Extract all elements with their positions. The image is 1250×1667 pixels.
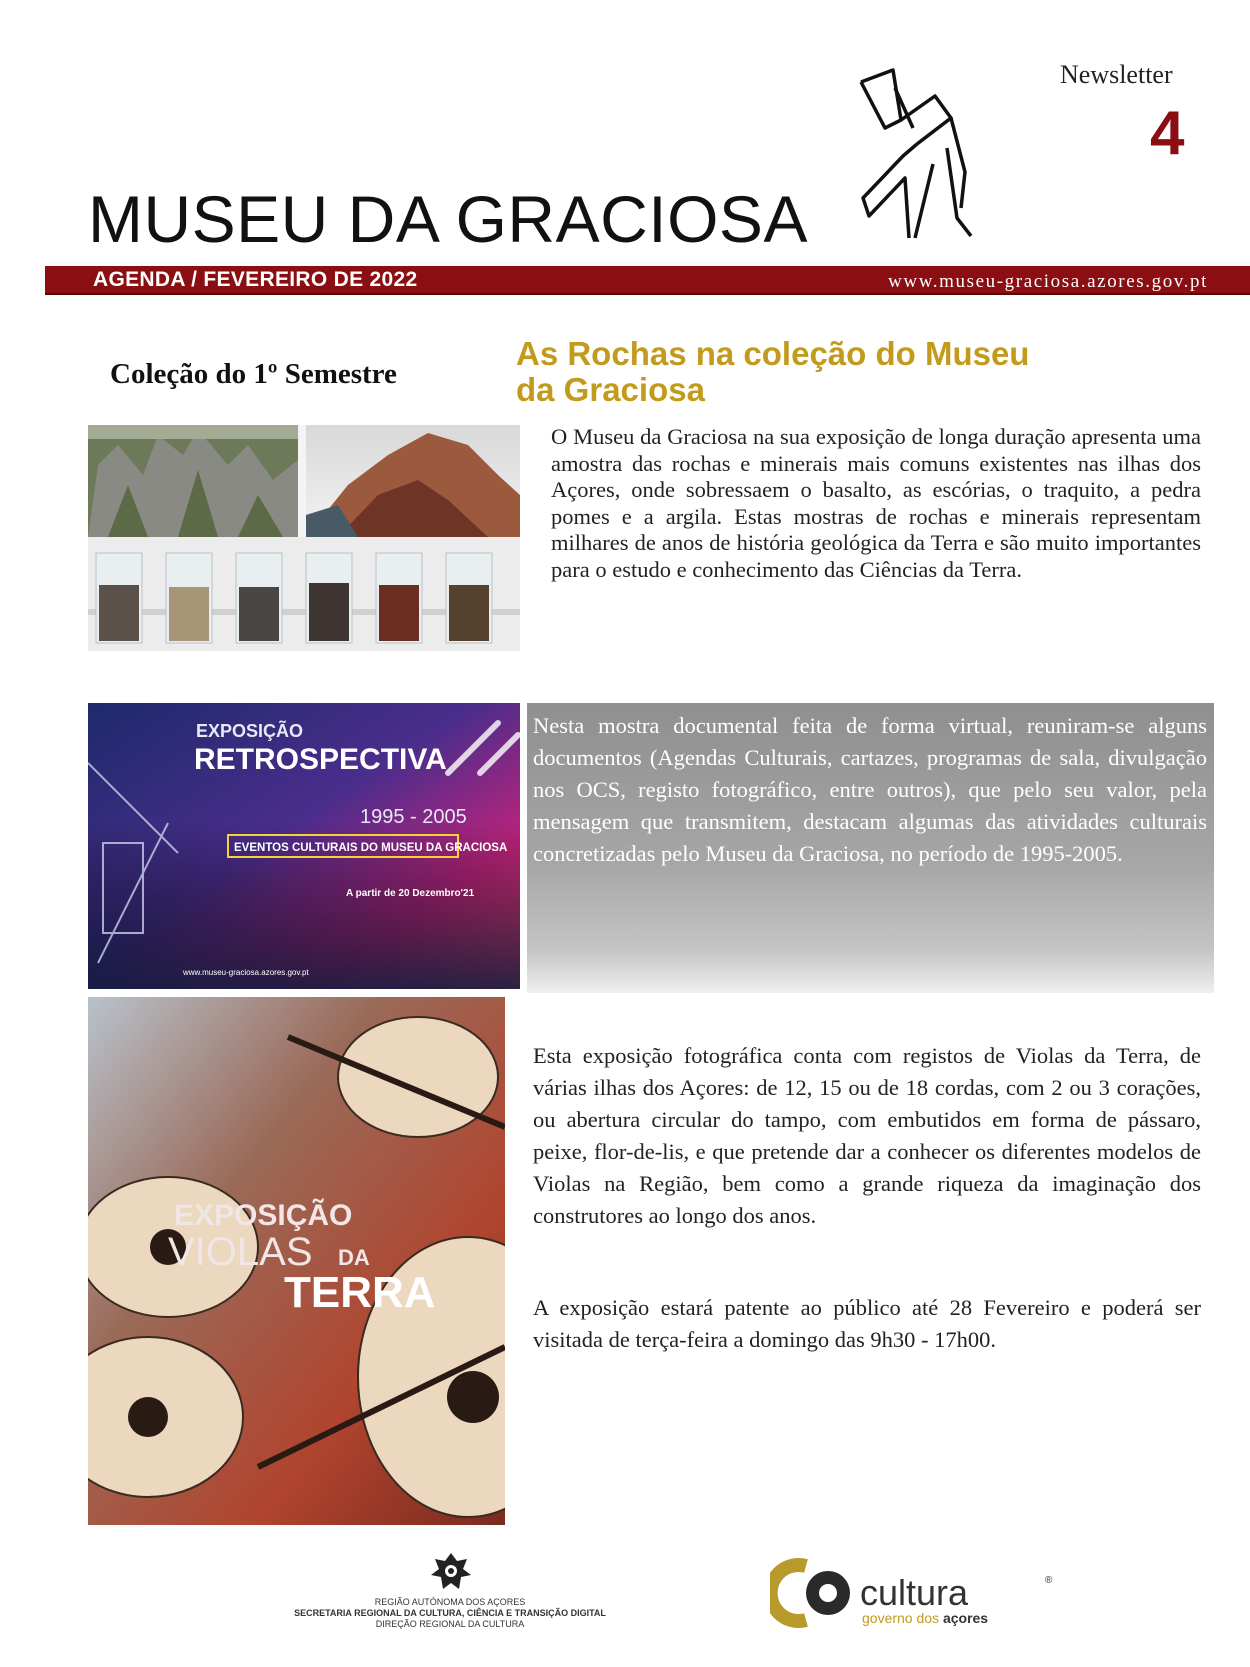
retro-poster-line2: RETROSPECTIVA (194, 743, 447, 776)
newsletter-label: Newsletter (1060, 60, 1173, 89)
newsletter-number: 4 (1150, 99, 1185, 168)
header-bar-shadow (45, 293, 1250, 295)
windmill-logo-icon (855, 68, 1005, 248)
footer-secretariat: SECRETARIA REGIONAL DA CULTURA, CIÊNCIA E TRANSIÇÃO DIGITAL (294, 1608, 606, 1618)
rocks-exhibition-image (88, 425, 520, 651)
museum-title: MUSEU DA GRACIOSA (88, 182, 808, 256)
violas-poster-da: DA (338, 1245, 370, 1270)
retro-poster-years: 1995 - 2005 (360, 806, 467, 828)
cultura-sub-2: açores (942, 1610, 989, 1626)
cultura-sub-1: governo dos (862, 1610, 943, 1626)
footer-directorate: DIREÇÃO REGIONAL DA CULTURA (375, 1619, 525, 1629)
violas-poster-line3: TERRA (284, 1268, 436, 1317)
rocks-paragraph: O Museu da Graciosa na sua exposição de longa duração apresenta uma amostra das rochas e minerais mais comuns existentes nas ilhas dos Açores, onde sobressaem o basalto, as escórias, o traquito, a pedra pomes e a argila. Estas mostras de rochas e minerais representam milhares de anos de história geológica da Terra e são muito importantes para o estudo e conhecimento das Ciências da Terra. (551, 424, 1201, 582)
cultura-subtitle (862, 1610, 988, 1626)
violas-paragraph: Esta exposição fotográfica conta com registos de Violas da Terra, de várias ilhas dos Açores: de 12, 15 ou de 18 cordas, com 2 ou 3 corações, ou abertura circular do tampo, com embutidos em forma de pássaro, peixe, flor-de-lis, e que pretende dar a conhecer os diferentes modelos de Violas na Região, bem como a grande riqueza da imaginação dos construtores ao longo dos anos. (533, 1043, 1201, 1228)
rocks-heading: As Rochas na coleção do Museu da Graciosa (516, 335, 1030, 408)
collection-heading: Coleção do 1º Semestre (110, 358, 397, 390)
violas-poster-line2: VIOLAS (168, 1230, 313, 1274)
retrospective-poster-image (88, 703, 520, 989)
agenda-date: AGENDA / FEVEREIRO DE 2022 (93, 268, 418, 291)
footer-institution (280, 1597, 620, 1630)
violas-poster-line1: EXPOSIÇÃO (174, 1199, 353, 1232)
violas-poster-image (88, 997, 505, 1525)
retro-poster-banner: EVENTOS CULTURAIS DO MUSEU DA GRACIOSA (234, 842, 508, 854)
cultura-logo-icon (770, 1558, 860, 1628)
retro-poster-url: www.museu-graciosa.azores.gov.pt (183, 968, 309, 977)
website-url[interactable]: www.museu-graciosa.azores.gov.pt (888, 271, 1208, 292)
cultura-wordmark: cultura (860, 1572, 969, 1613)
retrospective-paragraph: Nesta mostra documental feita de forma virtual, reuniram-se alguns documentos (Agendas Culturais, cartazes, programas de sala, divulgação nos OCS, registo fotográfico, entre outros), que pelo seu valor, pela mensagem que transmitem, destacam algumas das atividades culturais concretizadas pelo Museu da Graciosa, no período de 1995-2005. (533, 713, 1207, 866)
retro-poster-line1: EXPOSIÇÃO (196, 721, 304, 741)
footer-region: REGIÃO AUTÓNOMA DOS AÇORES (374, 1597, 526, 1607)
azores-crest-icon (427, 1549, 475, 1597)
retro-poster-date: A partir de 20 Dezembro'21 (346, 888, 475, 899)
cultura-registered-mark: ® (1045, 1575, 1053, 1586)
exhibition-hours-paragraph: A exposição estará patente ao público até 28 Fevereiro e poderá ser visitada de terça-feira a domingo das 9h30 - 17h00. (533, 1295, 1201, 1352)
